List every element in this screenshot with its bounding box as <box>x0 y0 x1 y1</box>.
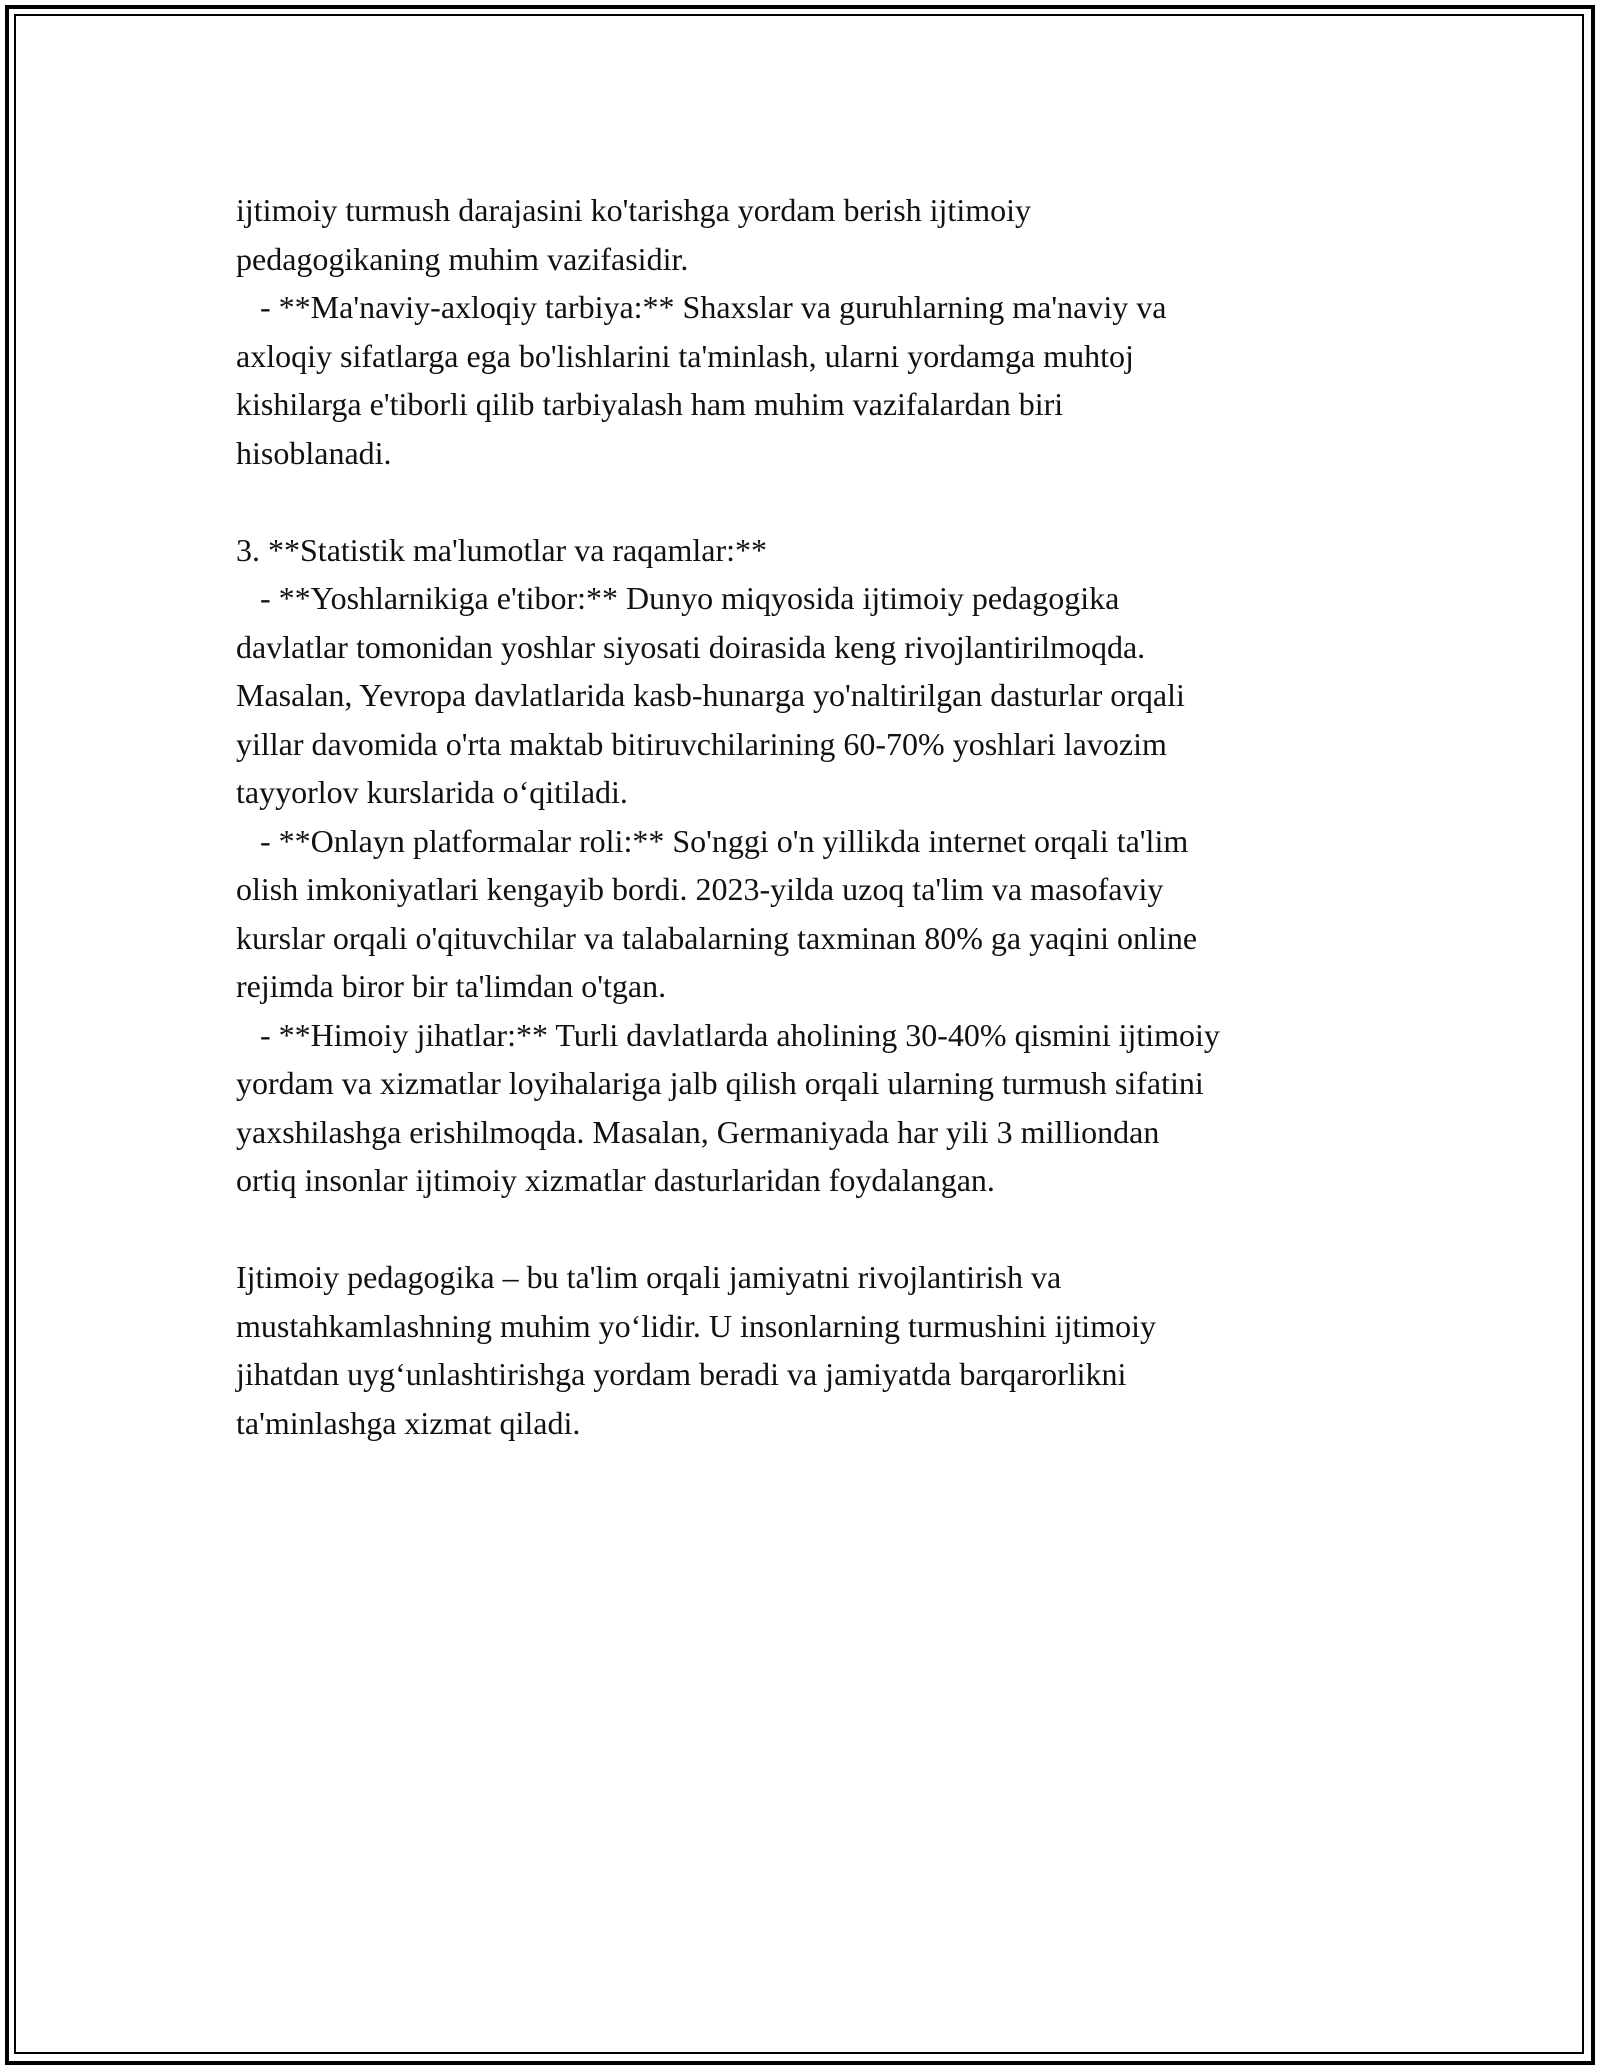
text-line: kurslar orqali o'qituvchilar va talabalarning taxminan 80% ga yaqini online <box>236 919 1198 956</box>
paragraph-gap <box>236 477 1396 526</box>
text-line: - **Onlayn platformalar roli:** So'nggi o'n yillikda internet orqali ta'lim <box>236 822 1189 859</box>
text-line: axloqiy sifatlarga ega bo'lishlarini ta'minlash, ularni yordamga muhtoj <box>236 337 1134 374</box>
text-line: rejimda biror bir ta'limdan o'tgan. <box>236 968 667 1004</box>
document-body <box>236 186 1396 1447</box>
text-line: kishilarga e'tiborli qilib tarbiyalash ham muhim vazifalardan biri <box>236 386 1064 422</box>
text-line: pedagogikaning muhim vazifasidir. <box>236 240 689 277</box>
text-line: - **Himoiy jihatlar:** Turli davlatlarda aholining 30-40% qismini ijtimoiy <box>236 1016 1220 1053</box>
text-line: davlatlar tomonidan yoshlar siyosati doirasida keng rivojlantirilmoqda. <box>236 628 1146 665</box>
text-line: mustahkamlashning muhim yo‘lidir. U insonlarning turmushini ijtimoiy <box>236 1307 1156 1344</box>
text-line: Ijtimoiy pedagogika – bu ta'lim orqali jamiyatni rivojlantirish va <box>236 1259 1062 1295</box>
text-line: - **Yoshlarnikiga e'tibor:** Dunyo miqyosida ijtimoiy pedagogika <box>236 580 1120 616</box>
text-line: yaxshilashga erishilmoqda. Masalan, Germaniyada har yili 3 milliondan <box>236 1113 1160 1150</box>
text-line: ta'minlashga xizmat qiladi. <box>236 1404 581 1441</box>
paragraph-gap <box>236 1205 1396 1254</box>
text-line: ijtimoiy turmush darajasini ko'tarishga yordam berish ijtimoiy <box>236 192 1031 228</box>
text-line: ortiq insonlar ijtimoiy xizmatlar dasturlaridan foydalangan. <box>236 1162 995 1198</box>
text-line: yordam va xizmatlar loyihalariga jalb qilish orqali ularning turmush sifatini <box>236 1065 1204 1101</box>
text-line: tayyorlov kurslarida o‘qitiladi. <box>236 774 628 810</box>
section-heading: 3. **Statistik ma'lumotlar va raqamlar:** <box>236 531 767 568</box>
text-line: hisoblanadi. <box>236 434 392 471</box>
text-line: yillar davomida o'rta maktab bitiruvchilarining 60-70% yoshlari lavozim <box>236 725 1167 762</box>
text-line: - **Ma'naviy-axloqiy tarbiya:** Shaxslar va guruhlarning ma'naviy va <box>236 289 1167 325</box>
text-line: Masalan, Yevropa davlatlarida kasb-hunarga yo'naltirilgan dasturlar orqali <box>236 677 1185 713</box>
text-line: jihatdan uyg‘unlashtirishga yordam beradi va jamiyatda barqarorlikni <box>236 1356 1127 1392</box>
text-line: olish imkoniyatlari kengayib bordi. 2023-yilda uzoq ta'lim va masofaviy <box>236 871 1164 907</box>
